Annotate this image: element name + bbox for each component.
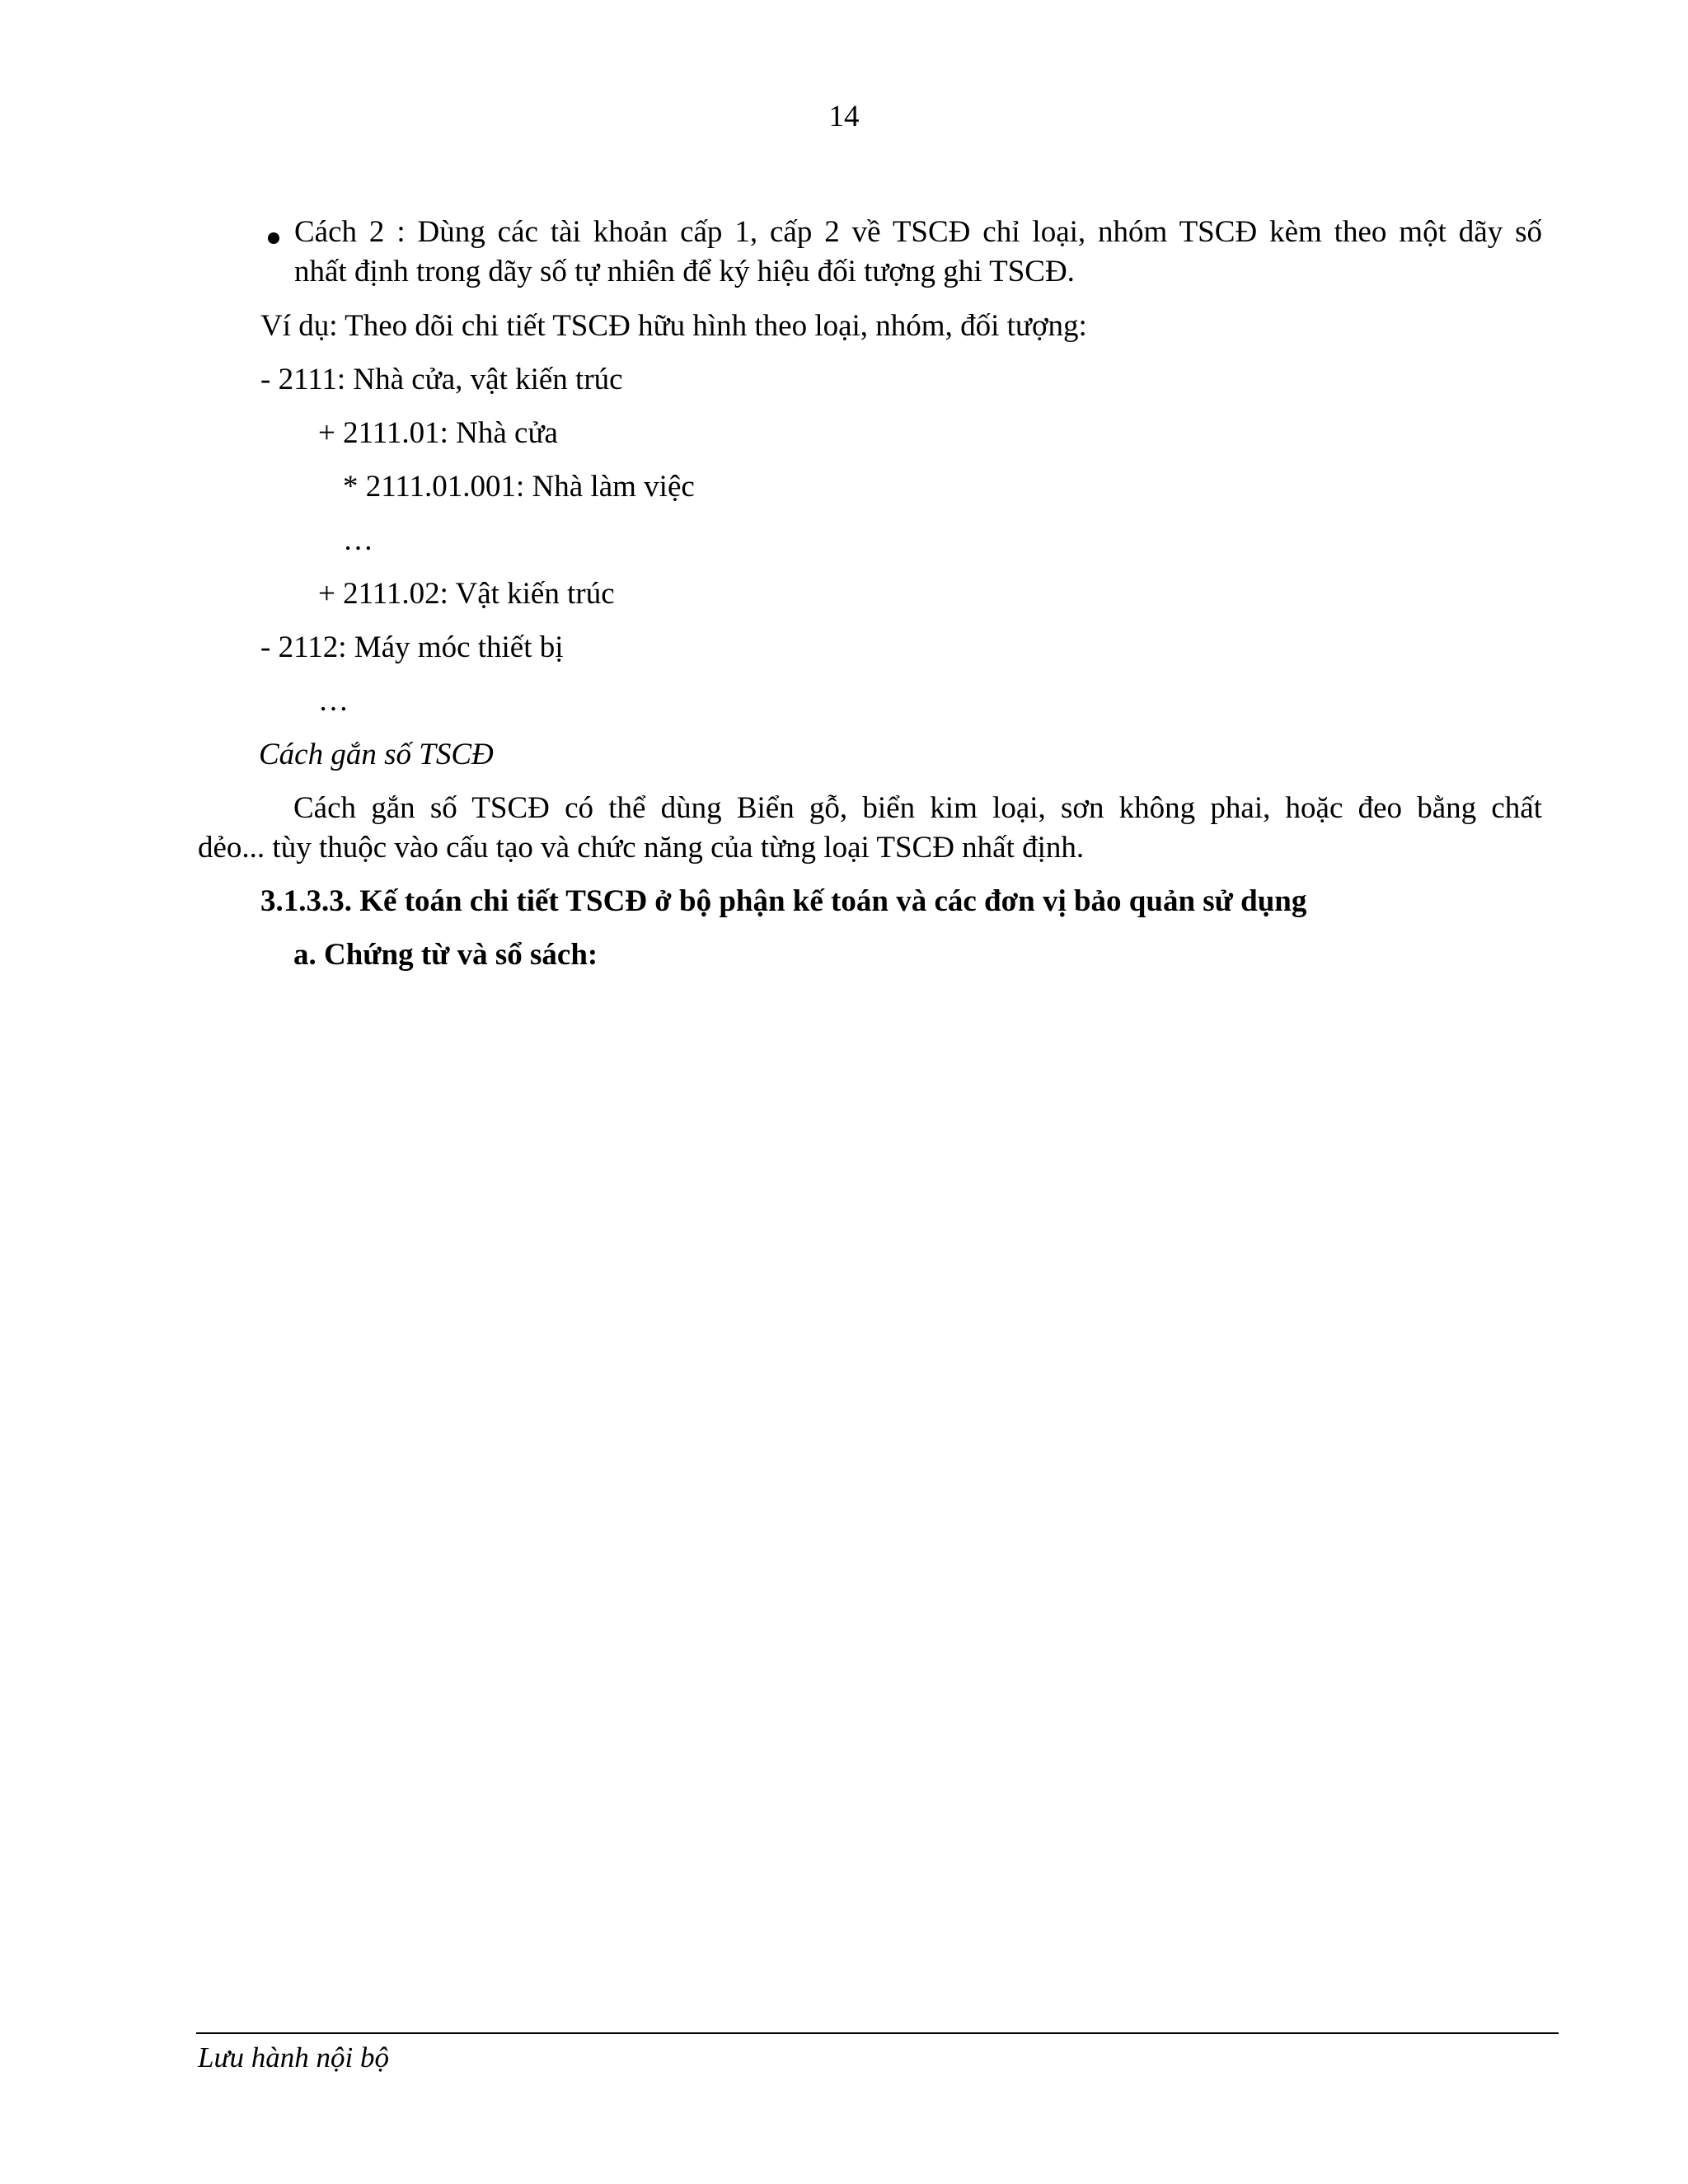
account-2111-02: + 2111.02: Vật kiến trúc [318,577,615,611]
footer-rule [196,2032,1559,2034]
subheading-italic: Cách gắn số TSCĐ [259,738,494,771]
ellipsis-2: … [318,684,349,718]
ellipsis-1: … [343,523,373,557]
bullet-line-2: nhất định trong dãy số tự nhiên để ký hiệu đối tượng ghi TSCĐ. [294,255,1075,288]
account-2111-01: + 2111.01: Nhà cửa [318,416,558,450]
page-number: 14 [828,100,860,134]
subsection-heading: a. Chứng từ và sổ sách: [293,938,598,972]
paragraph-line-1: Cách gắn số TSCĐ có thể dùng Biển gỗ, biển kim loại, sơn không phai, hoặc đeo bằng chất [293,791,1542,825]
account-2111-01-001: * 2111.01.001: Nhà làm việc [343,470,695,504]
paragraph-line-2: dẻo... tùy thuộc vào cấu tạo và chức năng của từng loại TSCĐ nhất định. [198,831,1085,865]
bullet-line-1: Cách 2 : Dùng các tài khoản cấp 1, cấp 2 về TSCĐ chỉ loại, nhóm TSCĐ kèm theo một dãy số [294,215,1542,249]
example-intro: Ví dụ: Theo dõi chi tiết TSCĐ hữu hình theo loại, nhóm, đối tượng: [260,309,1087,343]
account-2111: - 2111: Nhà cửa, vật kiến trúc [260,363,623,396]
bullet-icon [268,232,279,244]
account-2112: - 2112: Máy móc thiết bị [260,630,564,664]
section-heading: 3.1.3.3. Kế toán chi tiết TSCĐ ở bộ phận kế toán và các đơn vị bảo quản sử dụng [260,884,1307,918]
footer-text: Lưu hành nội bộ [198,2041,390,2074]
